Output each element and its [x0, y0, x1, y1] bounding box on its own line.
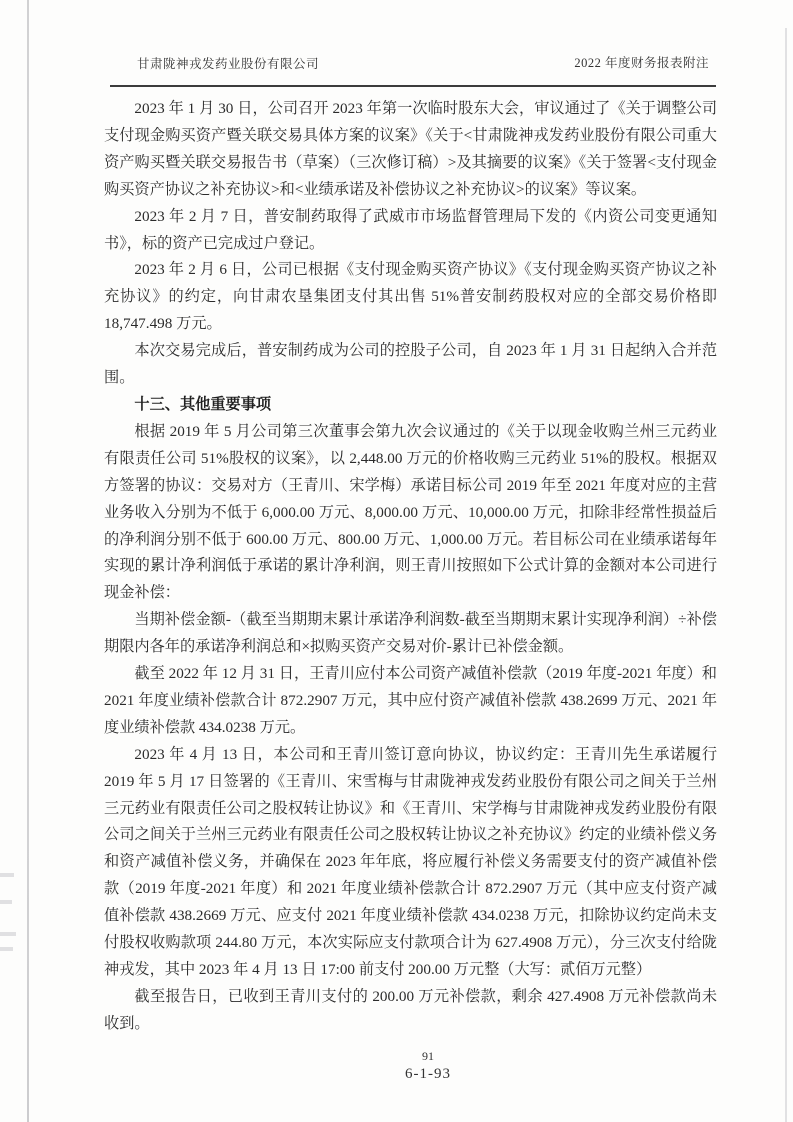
paragraph: 截至报告日，已收到王青川支付的 200.00 万元补偿款，剩余 427.4908 万元补偿款尚未收到。 [104, 987, 717, 1032]
scan-artifact-smudge [0, 947, 13, 951]
footer-sheet-number: 6-1-93 [405, 1066, 451, 1082]
header-rule [110, 85, 716, 87]
document-body [104, 96, 717, 1038]
scan-artifact-smudge [0, 900, 12, 904]
scan-artifact-smudge [0, 873, 14, 877]
paragraph: 截至 2022 年 12 月 31 日，王青川应付本公司资产减值补偿款（2019 年度-2021 年度）和 2021 年度业绩补偿款合计 872.2907 万元，其中应付资产减值补偿款 438.2699 万元、2021 年度业绩补偿款 434.0238 万元。 [104, 665, 717, 736]
scan-artifact-left-edge-line [27, 0, 29, 1122]
page-footer [104, 1048, 752, 1084]
paragraph: 2023 年 2 月 6 日，公司已根据《支付现金购买资产协议》《支付现金购买资产协议之补充协议》的约定，向甘肃农垦集团支付其出售 51%普安制药股权对应的全部交易价格即 18,747.498 万元。 [104, 261, 717, 333]
footer-page-number: 91 [422, 1049, 434, 1063]
formula-paragraph: 当期补偿金额-（截至当期期末累计承诺净利润数-截至当期期末累计实现净利润）÷补偿期限内各年的承诺净利润总和×拟购买资产交易对价-累计已补偿金额。 [104, 611, 717, 656]
paragraph: 2023 年 4 月 13 日，本公司和王青川签订意向协议，协议约定：王青川先生承诺履行 2019 年 5 月 17 日签署的《王青川、宋雪梅与甘肃陇神戎发药业股份有限公司之间关于兰州三元药业有限责任公司之股权转让协议》和《王青川、宋学梅与甘肃陇神戎发药业股份有限公司之间关于兰州三元药业有限责任公司之股权转让协议之补充协议》约定的业绩补偿义务和资产减值补偿义务，并确保在 2023 年年底，将应履行补偿义务需要支付的资产减值补偿款（2019 年度-2021 年度）和 2021 年度业绩补偿款合计 872.2907 万元（其中应支付资产减值补偿款 438.2669 万元、应支付 2021 年度业绩补偿款 434.0238 万元，扣除协议约定尚未支付股权收购款项 244.80 万元，本次实际应支付款项合计为 627.4908 万元），分三次支付给陇神戎发，其中 2023 年 4 月 13 日 17:00 前支付 200.00 万元整（大写：贰佰万元整） [104, 745, 717, 978]
scan-artifact-smudge [0, 932, 16, 936]
paragraph: 本次交易完成后，普安制药成为公司的控股子公司，自 2023 年 1 月 31 日起纳入合并范围。 [104, 342, 717, 387]
scan-artifact-right-edge-line [785, 28, 787, 1122]
paragraph: 2023 年 1 月 30 日，公司召开 2023 年第一次临时股东大会，审议通过了《关于调整公司支付现金购买资产暨关联交易具体方案的议案》《关于<甘肃陇神戎发药业股份有限公司重大资产购买暨关联交易报告书（草案）（三次修订稿）>及其摘要的议案》《关于签署<支付现金购买资产协议之补充协议>和<业绩承诺及补偿协议之补充协议>的议案》等议案。 [104, 100, 717, 198]
section-heading: 十三、其他重要事项 [134, 395, 272, 413]
paragraph: 2023 年 2 月 7 日，普安制药取得了武威市市场监督管理局下发的《内资公司变更通知书》，标的资产已完成过户登记。 [104, 207, 717, 252]
header-doc-title: 2022 年度财务报表附注 [574, 56, 709, 70]
paragraph: 根据 2019 年 5 月公司第三次董事会第九次会议通过的《关于以现金收购兰州三元药业有限责任公司 51%股权的议案》，以 2,448.00 万元的价格收购三元药业 51%的股权。根据双方签署的协议：交易对方（王青川、宋学梅）承诺目标公司 2019 年至 2021 年度对应的主营业务收入分别为不低于 6,000.00 万元、8,000.00 万元、10,000.00 万元，扣除非经常性损益后的净利润分别不低于 600.00 万元、800.00 万元、1,000.00 万元。若目标公司在业绩承诺每年实现的累计净利润低于承诺的累计净利润，则王青川按照如下公式计算的金额对本公司进行现金补偿： [104, 422, 717, 602]
header-company-name: 甘肃陇神戎发药业股份有限公司 [137, 57, 320, 71]
